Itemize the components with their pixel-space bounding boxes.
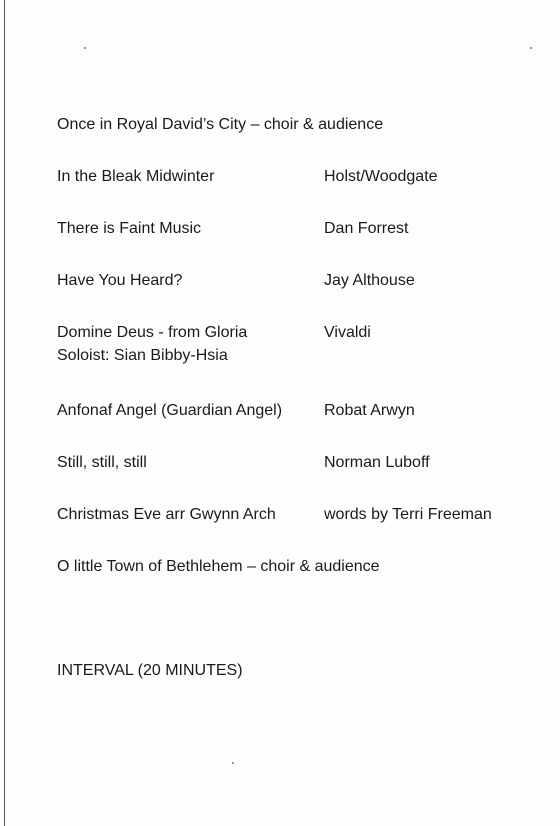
scan-speck [232,762,234,764]
piece-composer: Vivaldi [324,324,371,341]
scan-speck [530,47,532,49]
piece-soloist: Soloist: Sian Bibby-Hsia [57,347,228,364]
piece-title: Once in Royal David’s City – choir & audience [57,116,384,133]
piece-composer: Norman Luboff [324,454,430,471]
piece-title: Christmas Eve arr Gwynn Arch [57,506,276,523]
piece-title: Still, still, still [57,454,147,471]
page-edge [4,0,5,826]
piece-title: Anfonaf Angel (Guardian Angel) [57,402,283,419]
piece-composer: Holst/Woodgate [324,168,438,185]
piece-title: There is Faint Music [57,220,202,237]
piece-composer: Robat Arwyn [324,402,415,419]
piece-title: In the Bleak Midwinter [57,168,215,185]
piece-title: Have You Heard? [57,272,183,289]
scan-speck [84,47,86,49]
piece-title: Domine Deus - from Gloria [57,324,248,341]
piece-composer: words by Terri Freeman [324,506,492,523]
interval-notice: INTERVAL (20 MINUTES) [57,662,243,679]
piece-title: O little Town of Bethlehem – choir & audience [57,558,380,575]
piece-composer: Dan Forrest [324,220,409,237]
piece-composer: Jay Althouse [324,272,415,289]
